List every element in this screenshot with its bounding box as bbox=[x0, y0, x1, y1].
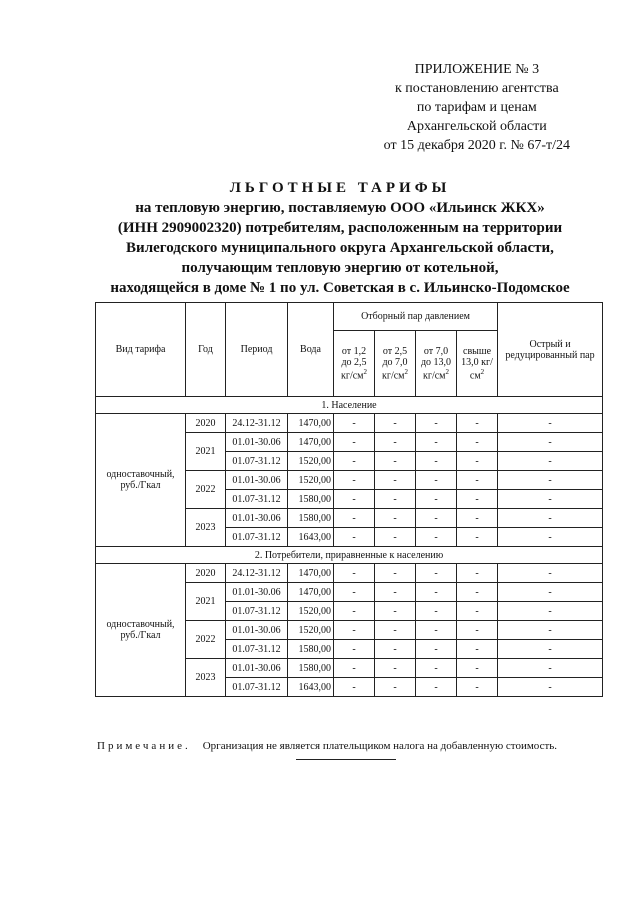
empty-value-cell: - bbox=[457, 528, 498, 547]
empty-value-cell: - bbox=[498, 471, 603, 490]
separator-line bbox=[296, 759, 396, 760]
period-cell: 01.01-30.06 bbox=[226, 621, 288, 640]
table-row bbox=[96, 414, 603, 433]
empty-value-cell: - bbox=[334, 659, 375, 678]
appendix-date: от 15 декабря 2020 г. № 67-т/24 bbox=[383, 138, 570, 153]
empty-value-cell: - bbox=[375, 640, 416, 659]
year-cell: 2021 bbox=[186, 433, 226, 471]
period-cell: 01.07-31.12 bbox=[226, 640, 288, 659]
empty-value-cell: - bbox=[498, 528, 603, 547]
empty-value-cell: - bbox=[498, 678, 603, 697]
appendix-line: Архангельской области bbox=[406, 119, 547, 134]
period-cell: 01.07-31.12 bbox=[226, 678, 288, 697]
empty-value-cell: - bbox=[375, 509, 416, 528]
pressure-label: от 1,2 до 2,5 кг/см bbox=[340, 345, 367, 382]
tariffs-table bbox=[95, 302, 603, 697]
period-cell: 24.12-31.12 bbox=[226, 414, 288, 433]
water-price-cell: 1470,00 bbox=[288, 433, 334, 452]
empty-value-cell: - bbox=[457, 452, 498, 471]
empty-value-cell: - bbox=[457, 564, 498, 583]
header-year: Год bbox=[186, 303, 226, 397]
empty-value-cell: - bbox=[416, 414, 457, 433]
footnote-label: Примечание. bbox=[97, 740, 191, 752]
empty-value-cell: - bbox=[375, 414, 416, 433]
water-price-cell: 1520,00 bbox=[288, 602, 334, 621]
water-price-cell: 1580,00 bbox=[288, 490, 334, 509]
appendix-line: к постановлению агентства bbox=[395, 81, 559, 96]
year-cell: 2020 bbox=[186, 564, 226, 583]
empty-value-cell: - bbox=[416, 564, 457, 583]
empty-value-cell: - bbox=[334, 528, 375, 547]
empty-value-cell: - bbox=[457, 621, 498, 640]
pressure-label: от 2,5 до 7,0 кг/см bbox=[381, 345, 408, 382]
pressure-label: от 7,0 до 13,0 кг/см bbox=[420, 345, 452, 382]
empty-value-cell: - bbox=[375, 602, 416, 621]
period-cell: 01.07-31.12 bbox=[226, 602, 288, 621]
empty-value-cell: - bbox=[457, 602, 498, 621]
empty-value-cell: - bbox=[334, 640, 375, 659]
water-price-cell: 1520,00 bbox=[288, 471, 334, 490]
period-cell: 24.12-31.12 bbox=[226, 564, 288, 583]
document-heading bbox=[80, 178, 600, 298]
empty-value-cell: - bbox=[375, 433, 416, 452]
empty-value-cell: - bbox=[498, 659, 603, 678]
section-row bbox=[96, 397, 603, 414]
year-cell: 2022 bbox=[186, 471, 226, 509]
year-cell: 2023 bbox=[186, 659, 226, 697]
empty-value-cell: - bbox=[416, 583, 457, 602]
appendix-line: по тарифам и ценам bbox=[416, 100, 537, 115]
header-row bbox=[96, 303, 603, 331]
empty-value-cell: - bbox=[457, 490, 498, 509]
water-price-cell: 1580,00 bbox=[288, 509, 334, 528]
empty-value-cell: - bbox=[416, 490, 457, 509]
section-row bbox=[96, 547, 603, 564]
period-cell: 01.07-31.12 bbox=[226, 452, 288, 471]
empty-value-cell: - bbox=[334, 452, 375, 471]
empty-value-cell: - bbox=[416, 678, 457, 697]
empty-value-cell: - bbox=[334, 583, 375, 602]
heading-line: (ИНН 2909002320) потребителям, расположенным на территории bbox=[117, 220, 563, 236]
empty-value-cell: - bbox=[498, 564, 603, 583]
empty-value-cell: - bbox=[457, 678, 498, 697]
empty-value-cell: - bbox=[457, 640, 498, 659]
empty-value-cell: - bbox=[416, 509, 457, 528]
water-price-cell: 1470,00 bbox=[288, 564, 334, 583]
pressure-label: свыше 13,0 кг/см bbox=[461, 345, 493, 382]
empty-value-cell: - bbox=[498, 602, 603, 621]
document-title: ЛЬГОТНЫЕ ТАРИФЫ bbox=[229, 180, 451, 196]
unit-superscript: 2 bbox=[480, 367, 485, 376]
year-cell: 2020 bbox=[186, 414, 226, 433]
empty-value-cell: - bbox=[375, 659, 416, 678]
unit-superscript: 2 bbox=[404, 367, 408, 376]
water-price-cell: 1470,00 bbox=[288, 583, 334, 602]
empty-value-cell: - bbox=[334, 414, 375, 433]
empty-value-cell: - bbox=[498, 509, 603, 528]
heading-line: Вилегодского муниципального округа Архангельской области, bbox=[126, 240, 554, 256]
empty-value-cell: - bbox=[457, 433, 498, 452]
empty-value-cell: - bbox=[334, 433, 375, 452]
empty-value-cell: - bbox=[375, 678, 416, 697]
water-price-cell: 1643,00 bbox=[288, 678, 334, 697]
period-cell: 01.07-31.12 bbox=[226, 490, 288, 509]
unit-superscript: 2 bbox=[445, 367, 449, 376]
empty-value-cell: - bbox=[498, 433, 603, 452]
header-tariff-type: Вид тарифа bbox=[96, 303, 186, 397]
empty-value-cell: - bbox=[375, 528, 416, 547]
period-cell: 01.01-30.06 bbox=[226, 509, 288, 528]
empty-value-cell: - bbox=[416, 433, 457, 452]
heading-line: находящейся в доме № 1 по ул. Советская в с. Ильинско-Подомское bbox=[110, 280, 570, 296]
empty-value-cell: - bbox=[498, 490, 603, 509]
heading-line: на тепловую энергию, поставляемую ООО «Ильинск ЖКХ» bbox=[135, 200, 545, 216]
empty-value-cell: - bbox=[334, 678, 375, 697]
empty-value-cell: - bbox=[416, 621, 457, 640]
empty-value-cell: - bbox=[457, 509, 498, 528]
empty-value-cell: - bbox=[457, 583, 498, 602]
empty-value-cell: - bbox=[498, 583, 603, 602]
header-steam-pressure-3 bbox=[416, 331, 457, 397]
appendix-number: ПРИЛОЖЕНИЕ № 3 bbox=[414, 62, 540, 77]
empty-value-cell: - bbox=[498, 640, 603, 659]
heading-line: получающим тепловую энергию от котельной, bbox=[181, 260, 499, 276]
empty-value-cell: - bbox=[416, 528, 457, 547]
empty-value-cell: - bbox=[334, 509, 375, 528]
empty-value-cell: - bbox=[375, 564, 416, 583]
header-sharp-steam: Острый и редуцированный пар bbox=[498, 303, 603, 397]
header-steam-pressure-1 bbox=[334, 331, 375, 397]
empty-value-cell: - bbox=[498, 452, 603, 471]
water-price-cell: 1580,00 bbox=[288, 659, 334, 678]
empty-value-cell: - bbox=[334, 602, 375, 621]
footnote bbox=[97, 740, 557, 752]
tariff-type-cell: одноставочный, руб./Гкал bbox=[96, 564, 186, 697]
water-price-cell: 1520,00 bbox=[288, 621, 334, 640]
empty-value-cell: - bbox=[334, 621, 375, 640]
empty-value-cell: - bbox=[334, 471, 375, 490]
year-cell: 2021 bbox=[186, 583, 226, 621]
empty-value-cell: - bbox=[498, 414, 603, 433]
empty-value-cell: - bbox=[375, 452, 416, 471]
water-price-cell: 1643,00 bbox=[288, 528, 334, 547]
header-water: Вода bbox=[288, 303, 334, 397]
empty-value-cell: - bbox=[457, 471, 498, 490]
tariff-type-cell: одноставочный, руб./Гкал bbox=[96, 414, 186, 547]
section-title: 1. Население bbox=[96, 397, 603, 414]
period-cell: 01.01-30.06 bbox=[226, 433, 288, 452]
header-steam-pressure-2 bbox=[375, 331, 416, 397]
period-cell: 01.01-30.06 bbox=[226, 471, 288, 490]
year-cell: 2022 bbox=[186, 621, 226, 659]
section-title: 2. Потребители, приравненные к населению bbox=[96, 547, 603, 564]
period-cell: 01.01-30.06 bbox=[226, 659, 288, 678]
header-steam-pressure-4 bbox=[457, 331, 498, 397]
water-price-cell: 1580,00 bbox=[288, 640, 334, 659]
empty-value-cell: - bbox=[416, 659, 457, 678]
empty-value-cell: - bbox=[498, 621, 603, 640]
year-cell: 2023 bbox=[186, 509, 226, 547]
empty-value-cell: - bbox=[416, 471, 457, 490]
water-price-cell: 1470,00 bbox=[288, 414, 334, 433]
appendix-block bbox=[384, 60, 570, 155]
empty-value-cell: - bbox=[416, 640, 457, 659]
empty-value-cell: - bbox=[375, 490, 416, 509]
empty-value-cell: - bbox=[416, 452, 457, 471]
header-steam: Отборный пар давлением bbox=[334, 303, 498, 331]
empty-value-cell: - bbox=[375, 583, 416, 602]
water-price-cell: 1520,00 bbox=[288, 452, 334, 471]
table-row bbox=[96, 564, 603, 583]
empty-value-cell: - bbox=[457, 659, 498, 678]
empty-value-cell: - bbox=[334, 564, 375, 583]
unit-superscript: 2 bbox=[363, 367, 367, 376]
period-cell: 01.07-31.12 bbox=[226, 528, 288, 547]
empty-value-cell: - bbox=[334, 490, 375, 509]
empty-value-cell: - bbox=[457, 414, 498, 433]
empty-value-cell: - bbox=[375, 471, 416, 490]
empty-value-cell: - bbox=[416, 602, 457, 621]
header-period: Период bbox=[226, 303, 288, 397]
footnote-text: Организация не является плательщиком налога на добавленную стоимость. bbox=[202, 740, 558, 752]
empty-value-cell: - bbox=[375, 621, 416, 640]
period-cell: 01.01-30.06 bbox=[226, 583, 288, 602]
